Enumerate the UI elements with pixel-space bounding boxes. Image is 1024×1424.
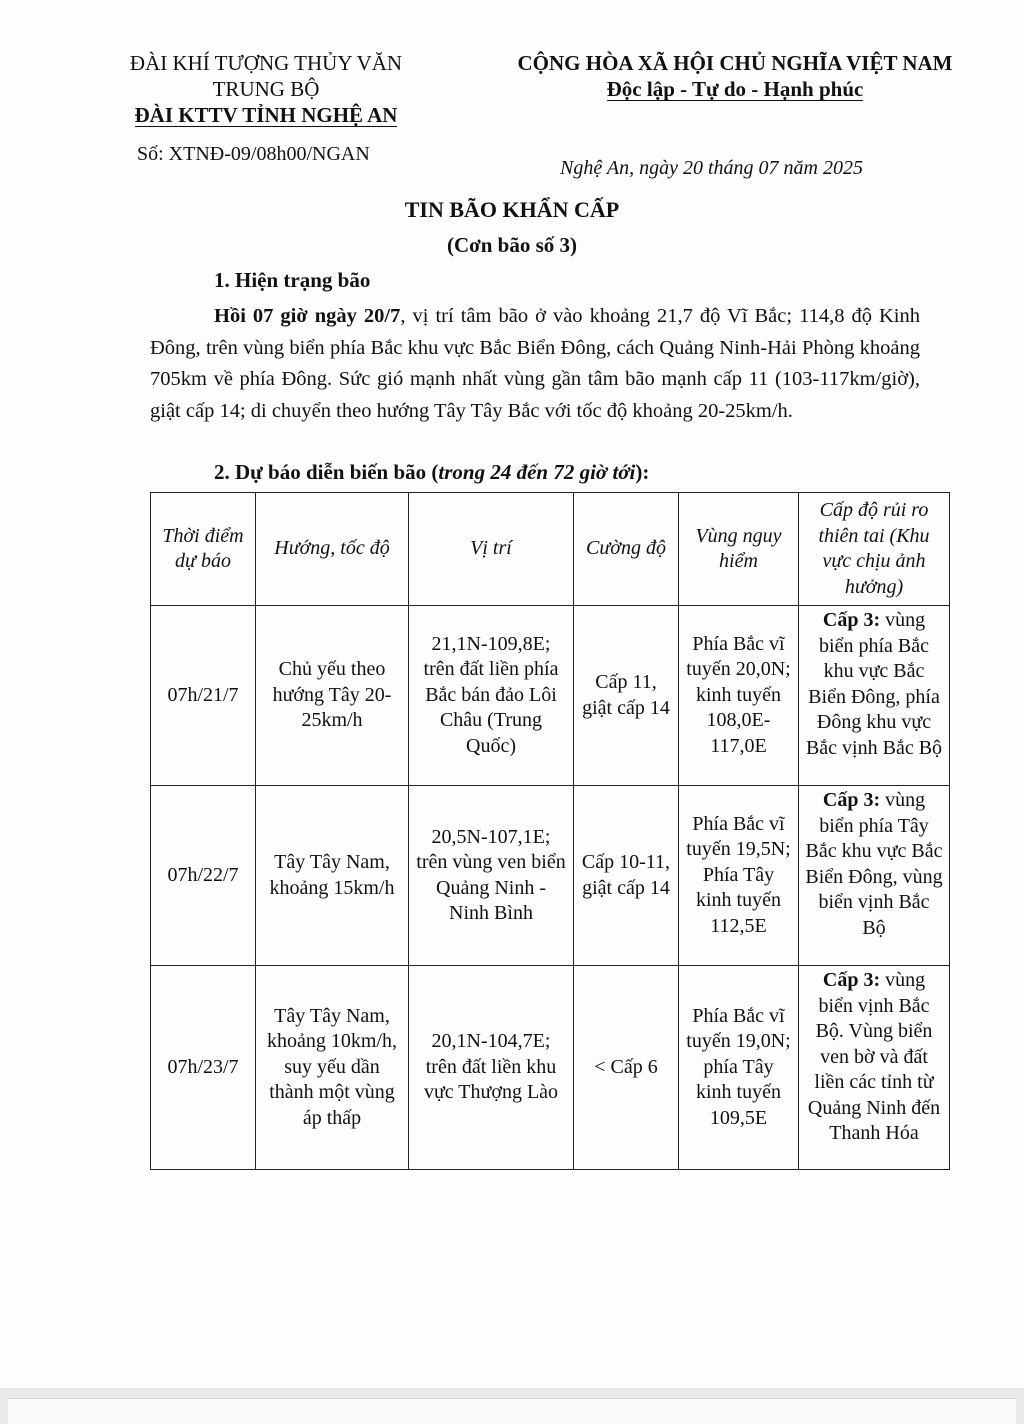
cell-danger-zone: Phía Bắc vĩ tuyến 19,0N; phía Tây kinh tuyến 109,5E [679, 966, 799, 1170]
section-2-heading-end: ): [635, 460, 650, 484]
cell-time: 07h/23/7 [151, 966, 256, 1170]
risk-area: vùng biển phía Tây Bắc khu vực Bắc Biển Đông, vùng biển vịnh Bắc Bộ [805, 789, 943, 939]
section-2-heading-text: 2. Dự báo diễn biến bão ( [214, 460, 439, 484]
status-time: Hồi 07 giờ ngày 20/7 [214, 305, 401, 327]
cell-intensity: Cấp 11, giật cấp 14 [574, 606, 679, 786]
agency-line-2: TRUNG BỘ [212, 77, 320, 101]
table-row [151, 606, 950, 786]
header-direction: Hướng, tốc độ [256, 493, 409, 606]
document-number: Số: XTNĐ-09/08h00/NGAN [137, 143, 370, 165]
cell-danger-zone: Phía Bắc vĩ tuyến 20,0N; kinh tuyến 108,0E-117,0E [679, 606, 799, 786]
header-danger-zone: Vùng nguy hiểm [679, 493, 799, 606]
header-position: Vị trí [409, 493, 574, 606]
table-row [151, 786, 950, 966]
cell-direction: Tây Tây Nam, khoảng 10km/h, suy yếu dần thành một vùng áp thấp [256, 966, 409, 1170]
cell-time: 07h/22/7 [151, 786, 256, 966]
forecast-table [150, 492, 950, 1170]
date-line: Nghệ An, ngày 20 tháng 07 năm 2025 [560, 157, 863, 179]
table-header-row [151, 493, 950, 606]
section-2-heading [214, 460, 649, 485]
risk-area: vùng biển phía Bắc khu vực Bắc Biển Đông, phía Đông khu vực Bắc vịnh Bắc Bộ [805, 609, 943, 759]
status-body: , vị trí tâm bão ở vào khoảng 21,7 độ Vĩ Bắc; 114,8 độ Kinh Đông, trên vùng biển phía Bắc khu vực Bắc Biển Đông, cách Quảng Ninh-Hải Phòng khoảng 705km về phía Đông. Sức gió mạnh nhất vùng gần tâm bão mạnh cấp 11 (103-117km/giờ), giật cấp 14; di chuyển theo hướng Tây Tây Bắc với tốc độ khoảng 20-25km/h. [150, 305, 920, 422]
cell-position: 20,1N-104,7E; trên đất liền khu vực Thượng Lào [409, 966, 574, 1170]
current-status-paragraph [150, 301, 920, 427]
national-motto: Độc lập - Tự do - Hạnh phúc [606, 77, 864, 101]
section-1-heading: 1. Hiện trạng bão [214, 268, 371, 292]
header-risk: Cấp độ rủi ro thiên tai (Khu vực chịu ảnh hưởng) [799, 493, 950, 606]
cell-intensity: Cấp 10-11, giật cấp 14 [574, 786, 679, 966]
risk-level: Cấp 3: [822, 969, 881, 991]
risk-level: Cấp 3: [822, 789, 881, 811]
next-page-edge [8, 1398, 1016, 1424]
cell-intensity: < Cấp 6 [574, 966, 679, 1170]
cell-risk [799, 606, 950, 786]
table-row [151, 966, 950, 1170]
national-header [500, 50, 970, 102]
agency-name: ĐÀI KTTV TỈNH NGHỆ AN [134, 103, 398, 127]
document-subtitle: (Cơn bão số 3) [446, 233, 578, 257]
risk-area: vùng biển vịnh Bắc Bộ. Vùng biển ven bờ và đất liền các tỉnh từ Quảng Ninh đến Thanh Hóa [807, 969, 941, 1144]
cell-direction: Chủ yếu theo hướng Tây 20-25km/h [256, 606, 409, 786]
header-time: Thời điểm dự báo [151, 493, 256, 606]
header-intensity: Cường độ [574, 493, 679, 606]
nation-name: CỘNG HÒA XÃ HỘI CHỦ NGHĨA VIỆT NAM [517, 51, 953, 75]
cell-position: 20,5N-107,1E; trên vùng ven biển Quảng Ninh - Ninh Bình [409, 786, 574, 966]
risk-level: Cấp 3: [822, 609, 881, 631]
cell-danger-zone: Phía Bắc vĩ tuyến 19,5N; Phía Tây kinh tuyến 112,5E [679, 786, 799, 966]
section-2-heading-italic: trong 24 đến 72 giờ tới [438, 460, 636, 484]
cell-direction: Tây Tây Nam, khoảng 15km/h [256, 786, 409, 966]
document-title: TIN BÃO KHẨN CẤP [404, 197, 620, 222]
cell-risk [799, 966, 950, 1170]
cell-risk [799, 786, 950, 966]
cell-position: 21,1N-109,8E; trên đất liền phía Bắc bán đảo Lôi Châu (Trung Quốc) [409, 606, 574, 786]
issuing-agency [105, 50, 427, 128]
cell-time: 07h/21/7 [151, 606, 256, 786]
agency-line-1: ĐÀI KHÍ TƯỢNG THỦY VĂN [129, 51, 403, 75]
